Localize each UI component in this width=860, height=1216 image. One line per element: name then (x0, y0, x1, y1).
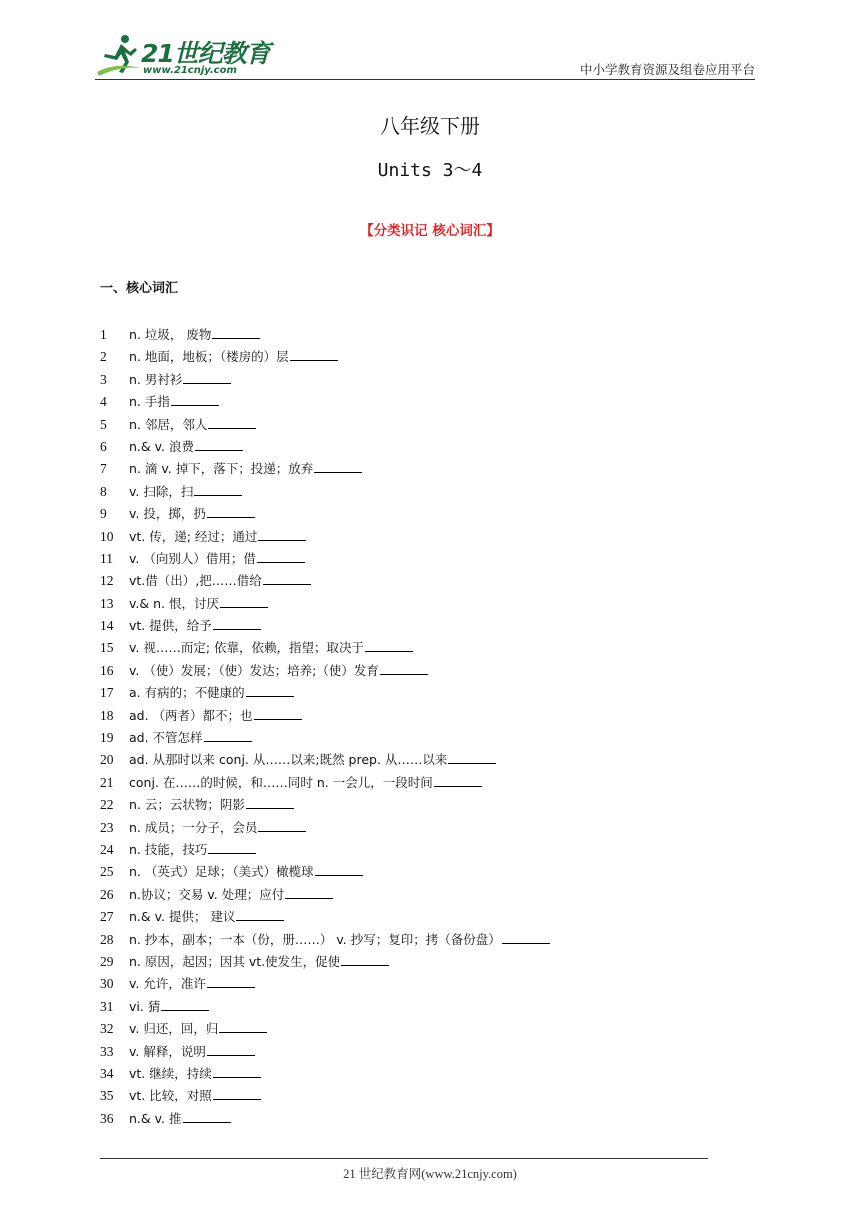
vocab-item (100, 705, 760, 727)
item-number: 15 (100, 640, 114, 656)
item-number: 6 (100, 438, 107, 454)
item-definition: vt. 比较，对照 (129, 1088, 212, 1104)
answer-blank[interactable] (246, 682, 294, 697)
item-definition: n.& v. 浪费 (129, 438, 194, 454)
item-number: 1 (100, 327, 107, 342)
item-definition: v. 解释，说明 (129, 1043, 206, 1059)
vocab-item (100, 615, 760, 637)
vocab-item (100, 817, 760, 839)
answer-blank[interactable] (208, 839, 256, 854)
vocab-item (100, 369, 760, 391)
item-definition: n. 邻居，邻人 (129, 416, 208, 432)
answer-blank[interactable] (380, 660, 428, 675)
vocab-item (100, 481, 760, 503)
vocab-item (100, 727, 760, 749)
item-definition: n. 抄本，副本；一本（份，册……） v. 抄写；复印；拷（备份盘） (129, 931, 501, 947)
item-definition: vt. 传，递; 经过；通过 (129, 528, 258, 544)
item-number: 10 (100, 528, 114, 544)
answer-blank[interactable] (183, 369, 231, 384)
section-label: 【分类识记 核心词汇】 (360, 223, 500, 239)
vocab-item (100, 548, 760, 570)
item-definition: a. 有病的；不健康的 (129, 685, 245, 701)
runner-logo-icon (95, 32, 147, 78)
item-number: 11 (100, 550, 113, 566)
vocab-item (100, 593, 760, 615)
page-subtitle: Units 3～4 (377, 160, 483, 181)
vocab-item (100, 391, 760, 413)
answer-blank[interactable] (220, 593, 268, 608)
answer-blank[interactable] (448, 749, 496, 764)
vocab-item (100, 503, 760, 525)
footer-divider (100, 1158, 708, 1159)
item-definition: ad. 不管怎样 (129, 730, 203, 746)
answer-blank[interactable] (246, 794, 294, 809)
item-number: 12 (100, 573, 114, 589)
vocab-item (100, 1063, 760, 1085)
answer-blank[interactable] (195, 436, 243, 451)
logo-url: www.21cnjy.com (143, 65, 237, 76)
site-logo[interactable] (95, 32, 270, 78)
answer-blank[interactable] (314, 458, 362, 473)
vocab-item (100, 1108, 760, 1130)
item-number: 30 (100, 976, 114, 992)
item-number: 29 (100, 953, 114, 969)
vocab-item (100, 414, 760, 436)
item-number: 21 (100, 774, 114, 790)
item-definition: n.协议；交易 v. 处理；应付 (129, 886, 285, 902)
vocab-item (100, 324, 760, 346)
item-definition: n.& v. 提供； 建议 (129, 909, 236, 925)
logo-text: 21世纪教育 (141, 39, 270, 68)
answer-blank[interactable] (213, 1085, 261, 1100)
item-number: 4 (100, 394, 107, 410)
answer-blank[interactable] (258, 526, 306, 541)
answer-blank[interactable] (290, 346, 338, 361)
item-number: 5 (100, 416, 107, 432)
item-number: 17 (100, 685, 114, 701)
vocab-item (100, 794, 760, 816)
answer-blank[interactable] (207, 973, 255, 988)
item-number: 25 (100, 864, 114, 880)
item-number: 7 (100, 461, 107, 477)
vocab-item (100, 884, 760, 906)
answer-blank[interactable] (257, 548, 305, 563)
answer-blank[interactable] (207, 503, 255, 518)
item-number: 24 (100, 841, 114, 857)
vocab-item (100, 996, 760, 1018)
vocab-list (100, 324, 760, 1130)
vocab-item (100, 526, 760, 548)
answer-blank[interactable] (212, 324, 260, 339)
vocab-item (100, 861, 760, 883)
vocab-item (100, 1085, 760, 1107)
item-definition: n. 成员；一分子，会员 (129, 819, 258, 835)
item-number: 34 (100, 1065, 114, 1081)
item-number: 35 (100, 1088, 114, 1104)
answer-blank[interactable] (341, 951, 389, 966)
item-number: 18 (100, 707, 114, 723)
answer-blank[interactable] (204, 727, 252, 742)
vocab-item (100, 436, 760, 458)
item-definition: n. 垃圾， 废物 (129, 327, 212, 342)
item-number: 9 (100, 506, 107, 522)
item-definition: v. 扫除，扫 (129, 483, 194, 499)
vocab-item (100, 749, 760, 771)
item-definition: n. 云；云状物；阴影 (129, 797, 245, 813)
item-number: 2 (100, 349, 107, 365)
item-number: 23 (100, 819, 114, 835)
answer-blank[interactable] (207, 1041, 255, 1056)
item-number: 22 (100, 797, 114, 813)
item-number: 36 (100, 1110, 114, 1126)
answer-blank[interactable] (161, 996, 209, 1011)
item-definition: n. 技能，技巧 (129, 841, 208, 857)
answer-blank[interactable] (254, 705, 302, 720)
item-number: 28 (100, 931, 114, 947)
answer-blank[interactable] (183, 1108, 231, 1123)
item-number: 32 (100, 1021, 114, 1037)
answer-blank[interactable] (258, 817, 306, 832)
item-definition: n. 男衬衫 (129, 371, 183, 387)
vocab-item (100, 570, 760, 592)
item-definition: v. （向别人）借用；借 (129, 550, 256, 566)
item-definition: vi. 猜 (129, 998, 161, 1014)
item-number: 19 (100, 730, 114, 746)
item-definition: vt. 提供，给予 (129, 618, 212, 634)
header-divider (95, 79, 755, 80)
item-number: 31 (100, 998, 114, 1014)
item-definition: vt.借（出）,把……借给 (129, 573, 262, 589)
page-footer: 21 世纪教育网(www.21cnjy.com) (343, 1167, 517, 1181)
item-definition: n. 滴 v. 掉下，落下；投递；放弃 (129, 461, 314, 477)
item-definition: n. 手指 (129, 394, 170, 410)
answer-blank[interactable] (219, 1018, 267, 1033)
answer-blank[interactable] (236, 906, 284, 921)
vocab-item (100, 929, 760, 951)
item-definition: n. 原因，起因；因其 vt.使发生，促使 (129, 953, 341, 969)
answer-blank[interactable] (315, 861, 363, 876)
item-definition: n.& v. 推 (129, 1110, 182, 1126)
item-definition: conj. 在……的时候，和……同时 n. 一会儿，一段时间 (129, 774, 433, 790)
answer-blank[interactable] (171, 391, 219, 406)
item-number: 16 (100, 662, 114, 678)
answer-blank[interactable] (502, 929, 550, 944)
answer-blank[interactable] (285, 884, 333, 899)
vocab-item (100, 458, 760, 480)
item-definition: v. 投，掷，扔 (129, 506, 206, 522)
page-title: 八年级下册 (380, 114, 480, 138)
item-definition: n. （英式）足球；（美式）橄榄球 (129, 864, 314, 880)
answer-blank[interactable] (263, 570, 311, 585)
vocab-item (100, 951, 760, 973)
section-heading: 一、核心词汇 (100, 281, 179, 296)
item-number: 33 (100, 1043, 114, 1059)
item-number: 8 (100, 483, 107, 499)
vocab-item (100, 660, 760, 682)
item-definition: v. 允许，准许 (129, 976, 206, 992)
site-tagline: 中小学教育资源及组卷应用平台 (579, 62, 755, 77)
vocab-item (100, 906, 760, 928)
item-definition: v. 视……而定; 依靠，依赖，指望；取决于 (129, 640, 365, 656)
answer-blank[interactable] (213, 1063, 261, 1078)
vocab-item (100, 839, 760, 861)
item-number: 14 (100, 618, 114, 634)
item-definition: v. （使）发展；（使）发达；培养;（使）发育 (129, 662, 379, 678)
vocab-item (100, 1041, 760, 1063)
answer-blank[interactable] (194, 481, 242, 496)
vocab-item (100, 682, 760, 704)
page-header (95, 32, 755, 80)
vocab-item (100, 973, 760, 995)
item-definition: vt. 继续，持续 (129, 1065, 212, 1081)
item-definition: ad. 从那时以来 conj. 从……以来;既然 prep. 从……以来 (129, 752, 448, 768)
vocab-item (100, 1018, 760, 1040)
vocab-item (100, 637, 760, 659)
item-definition: v. 归还，回，归 (129, 1021, 219, 1037)
item-number: 13 (100, 595, 114, 611)
answer-blank[interactable] (434, 772, 482, 787)
item-number: 27 (100, 909, 114, 925)
item-definition: n. 地面，地板；（楼房的）层 (129, 349, 289, 365)
item-definition: ad. （两者）都不；也 (129, 707, 253, 723)
answer-blank[interactable] (365, 637, 413, 652)
answer-blank[interactable] (213, 615, 261, 630)
answer-blank[interactable] (208, 414, 256, 429)
item-number: 20 (100, 752, 114, 768)
item-number: 3 (100, 371, 107, 387)
item-number: 26 (100, 886, 114, 902)
vocab-item (100, 346, 760, 368)
vocab-item (100, 772, 760, 794)
item-definition: v.& n. 恨，讨厌 (129, 595, 219, 611)
